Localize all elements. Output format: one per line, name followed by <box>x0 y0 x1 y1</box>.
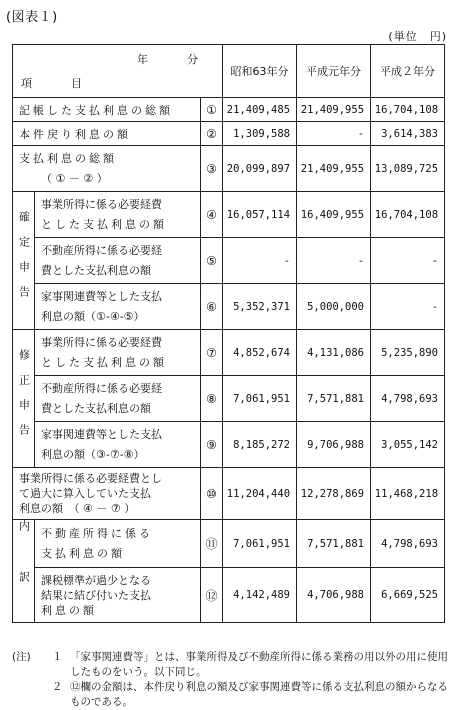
table-row <box>13 284 445 330</box>
row-label-line3: 利息の額 <box>41 603 97 617</box>
cell-h2: - <box>371 284 445 330</box>
table-row <box>13 568 445 623</box>
table-row <box>13 98 445 122</box>
header-item-label: 項 目 <box>21 77 96 90</box>
row-label <box>35 520 201 568</box>
row-label <box>35 330 201 376</box>
row-index: ⑩ <box>201 468 223 520</box>
cell-h1: 4,131,086 <box>297 330 371 376</box>
note-text: ⑫欄の金額は、本件戻り利息の額及び家事関連費等に係る支払利息の額からなるものである。 <box>70 681 448 708</box>
cell-h2: 13,089,725 <box>371 146 445 192</box>
row-index: ⑪ <box>201 520 223 568</box>
cell-h2: 4,798,693 <box>371 520 445 568</box>
row-label-line1: 事業所得に係る必要経費 <box>41 335 162 349</box>
cell-h2: 3,055,142 <box>371 422 445 468</box>
row-label-line1: 家事関連費等とした支払 <box>41 427 162 441</box>
unit-label: (単位 円) <box>388 30 447 43</box>
table-row <box>13 238 445 284</box>
cell-h1: 7,571,881 <box>297 520 371 568</box>
table-row <box>13 520 445 568</box>
row-label: 記帳した支払利息の総額 <box>13 98 201 122</box>
row-label-line2: 利息の額（①-④-⑤） <box>41 309 145 323</box>
row-index: ④ <box>201 192 223 238</box>
cell-h1: - <box>297 122 371 146</box>
group-label-kakutei <box>13 192 35 330</box>
row-label-line1: 不動産所得に係る必要経 <box>41 243 162 257</box>
cell-h2: 5,235,890 <box>371 330 445 376</box>
table-row <box>13 146 445 192</box>
notes <box>12 650 452 710</box>
row-label-line2: とした支払利息の額 <box>41 355 167 369</box>
row-index: ⑫ <box>201 568 223 623</box>
cell-h1: 21,409,955 <box>297 146 371 192</box>
row-index: ⑨ <box>201 422 223 468</box>
row-label <box>35 192 201 238</box>
table-row <box>13 422 445 468</box>
cell-h1: - <box>297 238 371 284</box>
notes-mark: (注) <box>12 651 31 663</box>
cell-h2: 4,798,693 <box>371 376 445 422</box>
row-label <box>13 468 201 520</box>
cell-s63: 4,142,489 <box>223 568 297 623</box>
cell-s63: 5,352,371 <box>223 284 297 330</box>
row-index: ⑦ <box>201 330 223 376</box>
row-label-line1: 不動産所得に係る <box>41 526 153 540</box>
row-label: 本件戻り利息の額 <box>13 122 201 146</box>
cell-h2: 11,468,218 <box>371 468 445 520</box>
group-label-text: 確定申告 <box>17 210 31 311</box>
note-item <box>12 680 452 710</box>
cell-s63: 7,061,951 <box>223 520 297 568</box>
cell-h1: 4,706,988 <box>297 568 371 623</box>
cell-s63: 21,409,485 <box>223 98 297 122</box>
row-index: ⑧ <box>201 376 223 422</box>
row-label <box>35 568 201 623</box>
table-row <box>13 330 445 376</box>
cell-h1: 5,000,000 <box>297 284 371 330</box>
col-header-s63: 昭和63年分 <box>223 45 297 98</box>
row-label-line3: 利息の額 （ ④ － ⑦ ） <box>19 502 136 515</box>
row-label <box>35 422 201 468</box>
cell-s63: 4,852,674 <box>223 330 297 376</box>
row-label-line2: て過大に算入していた支払 <box>19 487 151 500</box>
figure-caption: (図表１) <box>6 10 58 25</box>
row-label-line1: 事業所得に係る必要経費とし <box>19 472 162 485</box>
note-text: 「家事関連費等」とは、事業所得及び不動産所得に係る業務の用以外の用に使用したものをいう。以下同じ。 <box>70 651 448 678</box>
table-header-row <box>13 45 445 98</box>
cell-h2: 6,669,525 <box>371 568 445 623</box>
note-number: ２ <box>52 681 63 693</box>
group-label-shusei <box>13 330 35 468</box>
row-index: ⑥ <box>201 284 223 330</box>
interest-table <box>12 44 445 623</box>
cell-s63: 8,185,272 <box>223 422 297 468</box>
row-label <box>35 376 201 422</box>
cell-h2: 16,704,108 <box>371 192 445 238</box>
row-label-line1: 家事関連費等とした支払 <box>41 289 162 303</box>
cell-s63: 16,057,114 <box>223 192 297 238</box>
cell-s63: 20,099,897 <box>223 146 297 192</box>
row-label-line1: 支払利息の総額 <box>19 151 117 165</box>
table-row <box>13 376 445 422</box>
row-index: ② <box>201 122 223 146</box>
cell-s63: - <box>223 238 297 284</box>
cell-s63: 7,061,951 <box>223 376 297 422</box>
group-label-text: 内訳 <box>17 520 31 622</box>
table-row <box>13 192 445 238</box>
note-item <box>12 650 452 680</box>
cell-s63: 11,204,440 <box>223 468 297 520</box>
header-corner <box>13 45 223 98</box>
col-header-h2: 平成２年分 <box>371 45 445 98</box>
row-label <box>35 284 201 330</box>
cell-h1: 12,278,869 <box>297 468 371 520</box>
row-label-line2: 結果に結び付いた支払 <box>41 588 151 602</box>
row-index: ⑤ <box>201 238 223 284</box>
note-number: １ <box>52 651 63 663</box>
cell-h1: 7,571,881 <box>297 376 371 422</box>
row-label-line2: 利息の額（③-⑦-⑧） <box>41 447 145 461</box>
cell-h2: - <box>371 238 445 284</box>
row-label <box>13 146 201 192</box>
col-header-h1: 平成元年分 <box>297 45 371 98</box>
row-label-line1: 事業所得に係る必要経費 <box>41 197 162 211</box>
row-index: ① <box>201 98 223 122</box>
cell-s63: 1,309,588 <box>223 122 297 146</box>
table-row <box>13 468 445 520</box>
cell-h1: 9,706,988 <box>297 422 371 468</box>
group-label-text: 修正申告 <box>17 348 31 449</box>
cell-h2: 16,704,108 <box>371 98 445 122</box>
row-label-line1: 課税標準が過少となる <box>41 573 151 587</box>
row-label-line1: 不動産所得に係る必要経 <box>41 381 162 395</box>
row-label-line2: とした支払利息の額 <box>41 217 167 231</box>
row-label-line2: （ ① － ② ） <box>41 171 108 185</box>
cell-h2: 3,614,383 <box>371 122 445 146</box>
group-label-uchiwake <box>13 520 35 623</box>
header-year-label: 年 分 <box>137 53 213 66</box>
table-row <box>13 122 445 146</box>
row-label-line2: 費とした支払利息の額 <box>41 401 151 415</box>
row-label <box>35 238 201 284</box>
cell-h1: 21,409,955 <box>297 98 371 122</box>
row-label-line2: 支払利息の額 <box>41 546 125 560</box>
cell-h1: 16,409,955 <box>297 192 371 238</box>
row-index: ③ <box>201 146 223 192</box>
row-label-line2: 費とした支払利息の額 <box>41 263 151 277</box>
